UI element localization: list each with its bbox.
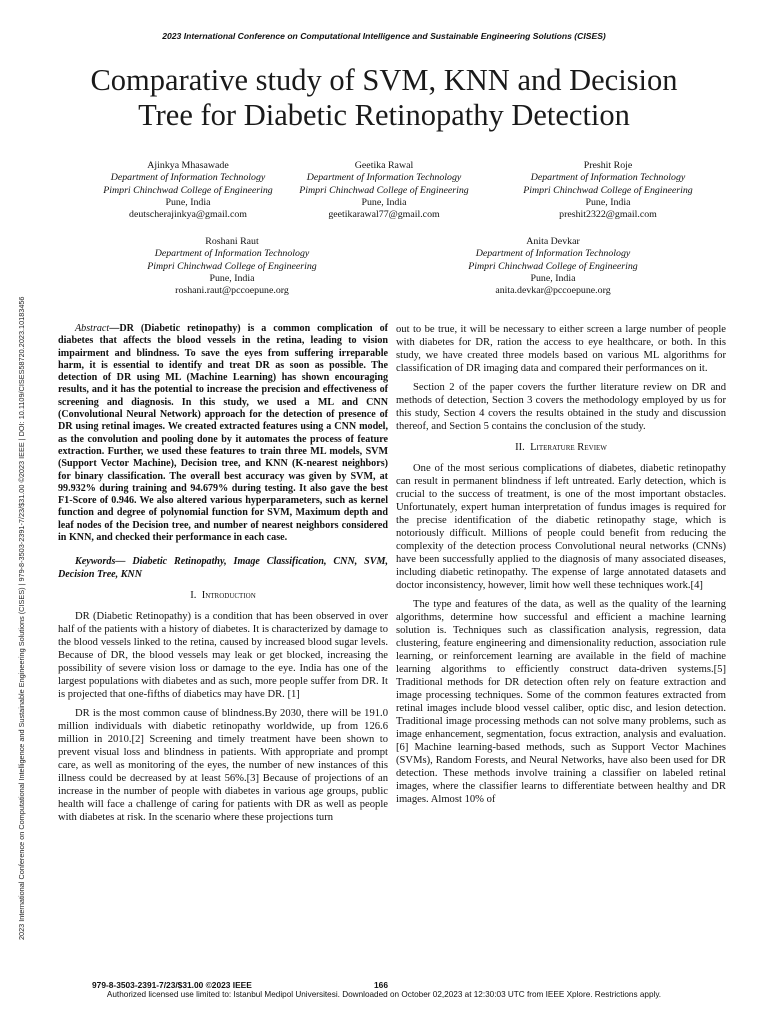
author-email[interactable]: anita.devkar@pccoepune.org <box>495 285 611 297</box>
keywords <box>58 556 388 581</box>
section-title: Literature Review <box>530 442 607 453</box>
intro-continued-paragraph: out to be true, it will be necessary to either screen a large number of people with diabetes for DR, ration the access to eye healthcare, or both. In this study, we have created three models based on various ML algorithms for classification of DR imaging data and compared their performances on it. <box>396 324 726 374</box>
literature-paragraph-2: The type and features of the data, as well as the quality of the learning algorithms, determine how successful and efficient a machine learning solution is. Techniques such as classification analysis, regression, data clustering, feature engineering and dimensionality reduction, association rule learning, or reinforcement learning are available in the field of machine learning algorithms to efficiently construct data-driven systems.[5] Traditional methods for DR detection often rely on feature extraction and image processing techniques. Some of the common features extracted from retinal images include blood vessel caliber, optic disc, and lesion detection. Traditional image processing methods can not solve many problems, such as image enhancement, segmentation, focus extraction, analysis and evaluation.[6] Machine learning-based methods, such as Support Vector Machines (SVMs), Random Forests, and Neural Networks, have also been used for DR detection. These methods involve training a classifier on labeled retinal images, where the classifier learns to differentiate between healthy and DR images. Almost 10% of <box>396 599 726 805</box>
side-doi-strip: 2023 International Conference on Computational Intelligence and Sustainable Engineering Solutions (CISES) | 979-8-3503-2391-7/23/$31.00 ©2023 IEEE | DOI: 10.1109/CISES58720.2023.10183456 <box>17 296 26 940</box>
section-number: I. <box>190 589 197 601</box>
author-city: Pune, India <box>530 272 576 284</box>
keywords-text: Diabetic Retinopathy, Image Classification, CNN, SVM, Decision Tree, KNN <box>58 556 388 580</box>
author-college: Pimpri Chinchwad College of Engineering <box>468 260 638 272</box>
author-college: Pimpri Chinchwad College of Engineering <box>299 184 469 196</box>
author-name: Roshani Raut <box>205 236 259 247</box>
author-city: Pune, India <box>585 196 631 208</box>
author-name: Ajinkya Mhasawade <box>147 160 229 171</box>
author-department: Department of Information Technology <box>475 248 631 260</box>
author-college: Pimpri Chinchwad College of Engineering <box>147 260 317 272</box>
author-block-5 <box>433 236 673 297</box>
conference-header: 2023 International Conference on Computational Intelligence and Sustainable Engineering Solutions (CISES) <box>162 31 606 41</box>
author-block-3 <box>488 160 728 221</box>
left-column <box>58 323 388 830</box>
author-name: Anita Devkar <box>526 236 580 247</box>
author-block-4 <box>112 236 352 297</box>
author-department: Department of Information Technology <box>530 172 686 184</box>
author-city: Pune, India <box>361 196 407 208</box>
keywords-label: Keywords— <box>75 556 126 568</box>
title-line-1: Comparative study of SVM, KNN and Decision <box>90 63 678 97</box>
author-city: Pune, India <box>165 196 211 208</box>
footer-isbn: 979-8-3503-2391-7/23/$31.00 ©2023 IEEE <box>92 980 252 990</box>
author-college: Pimpri Chinchwad College of Engineering <box>523 184 693 196</box>
author-college: Pimpri Chinchwad College of Engineering <box>103 184 273 196</box>
author-city: Pune, India <box>209 272 255 284</box>
author-department: Department of Information Technology <box>110 172 266 184</box>
author-email[interactable]: geetikarawal77@gmail.com <box>328 209 440 221</box>
intro-paragraph-1: DR (Diabetic Retinopathy) is a condition that has been observed in over half of the patients with a history of diabetes. It is characterized by damage to the blood vessels linked to the retina, caused by increased blood sugar levels. Because of DR, the blood vessels may leak or get blocked, increasing the possibility of severe vision loss or damage to the eye. India has one of the largest populations with diabetes and as such, more people suffer from DR. It is projected that one-fifths of diabetics may have DR. [1] <box>58 610 388 700</box>
section-title: Introduction <box>201 589 256 601</box>
abstract <box>58 323 388 544</box>
intro-sections-paragraph: Section 2 of the paper covers the further literature review on DR and methods of detection, Section 3 covers the methodology employed by us for this study, Section 4 covers the results obtained in the study and discussion thereof, and Section 5 contains the conclusion of the study. <box>396 382 726 432</box>
section-heading-literature-review <box>396 441 726 454</box>
intro-paragraph-2: DR is the most common cause of blindness.By 2030, there will be 191.0 million individuals with diabetic retinopathy worldwide, up from 126.6 million in 2010.[2] Screening and timely treatment have been shown to prevent visual loss and blindness in patients. With appropriate and prompt care, as well as monitoring of the eyes, the number of new instances of this illness could be decreased by at least 56%.[3] Because of projections of an increase in the number of people with diabetes in various age groups, public health will face a challenge of caring for patients with DR as well as people with diabetes at risk. In the scenario where these projections turn <box>58 707 388 823</box>
section-number: II. <box>515 442 525 453</box>
author-department: Department of Information Technology <box>306 172 462 184</box>
author-email[interactable]: deutscherajinkya@gmail.com <box>129 209 247 221</box>
abstract-label: Abstract <box>75 323 110 334</box>
paper-title <box>60 63 708 133</box>
title-line-2: Tree for Diabetic Retinopathy Detection <box>138 98 630 132</box>
right-column <box>396 323 726 812</box>
footer-license-notice: Authorized licensed use limited to: Istanbul Medipol Universitesi. Downloaded on October 02,2023 at 12:30:03 UTC from IEEE Xplore. Restrictions apply. <box>106 990 662 999</box>
author-block-2 <box>264 160 504 221</box>
footer-page-number: 166 <box>374 980 388 990</box>
author-email[interactable]: preshit2322@gmail.com <box>559 209 657 221</box>
literature-paragraph-1: One of the most serious complications of diabetes, diabetic retinopathy can result in permanent blindness if left untreated. Early detection, which is crucial to the success of treatment, is one of the most important obstacles. Unfortunately, expert human interpretation of fundus images is required for the precise identification of the diabetic retinopathy stage, which is notoriously difficult. Millions of people could benefit from reducing the complexity of the detection process Convolutional neural networks (CNNs) have been successfully applied to the diagnosis of many associated diseases, including diabetic retinopathy. The expense of large annotated datasets and doctor inconsistency, however, limit how well these techniques work.[4] <box>396 463 726 591</box>
author-department: Department of Information Technology <box>154 248 310 260</box>
author-name: Preshit Roje <box>583 160 633 171</box>
author-name: Geetika Rawal <box>354 160 414 171</box>
section-heading-introduction <box>58 589 388 602</box>
author-email[interactable]: roshani.raut@pccoepune.org <box>175 285 289 297</box>
abstract-text: —DR (Diabetic retinopathy) is a common complication of diabetes that affects the blood vessels in the retina, leading to vision impairment and blindness. To save the eyes from suffering irreparable harm, it is essential to identify and treat DR as soon as possible. The detection of DR using ML (Machine Learning) has shown encouraging results, and it has the potential to increase the precision and effectiveness of screening and diagnosis. In this study, we used a ML and CNN (Convolutional Neural Network) approach for the detection of presence of DR using retinal images. We created extracted features using a CNN model, as the convolution and pooling done by it automates the process of feature extraction. Further, we used these features to train three ML models, SVM (Support Vector Machine), Decision tree, and KNN (K-nearest neighbors) for binary classification. The overall best accuracy was given by SVM, at 99.932% during training and 94.679% during testing. It also gave the best F1-Score of 0.946. We also altered various hyperparameters, such as kernel function and degree of polynomial function for SVM, Maximum depth and leaf nodes of the Decision tree, and number of nearest neighbors considered in KNN, and checked their performance in each case. <box>58 323 388 544</box>
